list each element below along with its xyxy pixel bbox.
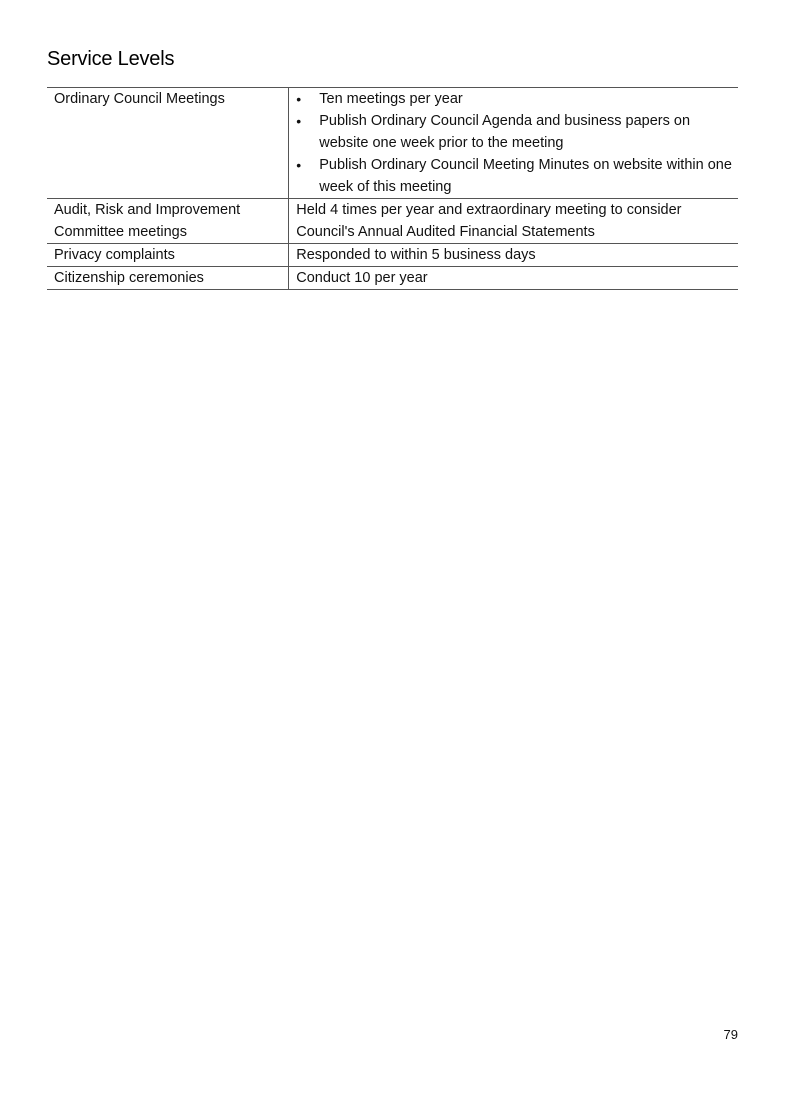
list-item: • Publish Ordinary Council Meeting Minutes on website within one week of this meeting xyxy=(296,154,732,198)
page-title: Service Levels xyxy=(47,48,175,70)
service-level-list xyxy=(296,88,732,198)
table-row xyxy=(47,244,738,267)
table-row xyxy=(47,88,738,199)
page-number: 79 xyxy=(723,1027,738,1042)
list-item: • Ten meetings per year xyxy=(296,88,732,110)
service-level-cell xyxy=(289,88,738,199)
service-level-cell: Conduct 10 per year xyxy=(289,267,738,290)
service-cell: Citizenship ceremonies xyxy=(47,267,289,290)
service-cell: Audit, Risk and Improvement Committee meetings xyxy=(47,199,289,244)
table-row xyxy=(47,267,738,290)
service-cell: Privacy complaints xyxy=(47,244,289,267)
table-row xyxy=(47,199,738,244)
service-cell: Ordinary Council Meetings xyxy=(47,88,289,199)
service-level-cell: Responded to within 5 business days xyxy=(289,244,738,267)
list-item: • Publish Ordinary Council Agenda and business papers on website one week prior to the meeting xyxy=(296,110,732,154)
service-level-cell: Held 4 times per year and extraordinary meeting to consider Council's Annual Audited Financial Statements xyxy=(289,199,738,244)
service-levels-table xyxy=(47,87,738,290)
